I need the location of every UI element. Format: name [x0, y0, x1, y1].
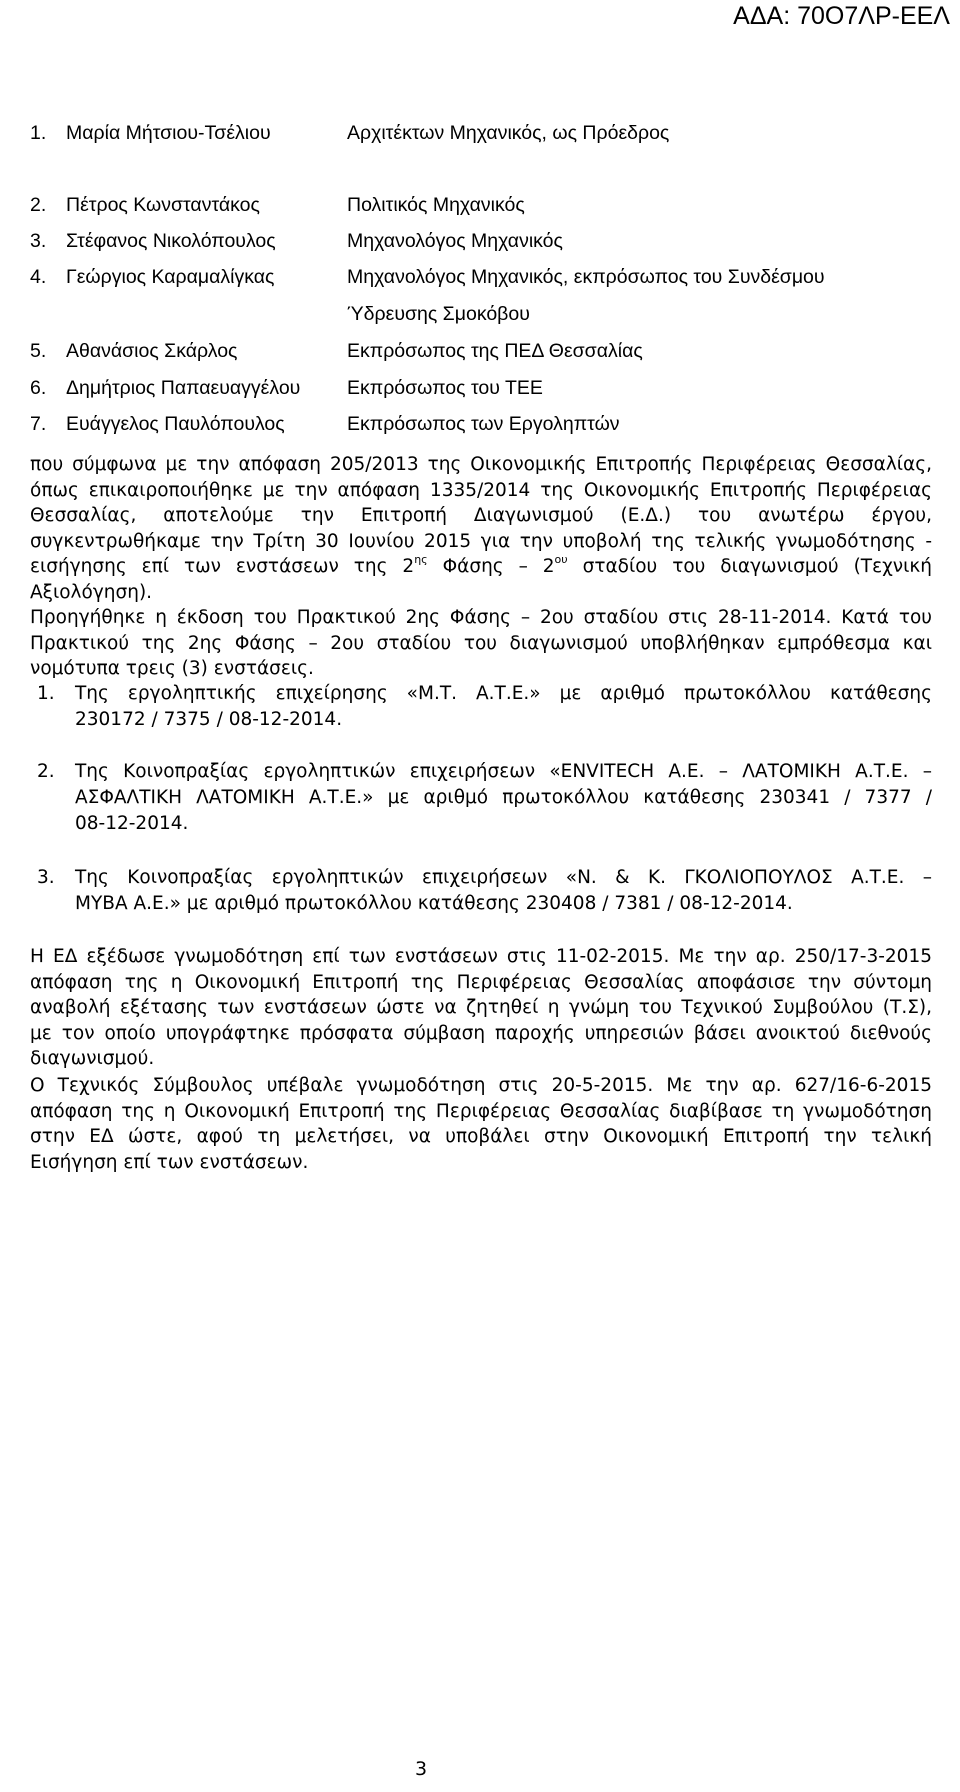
text-line: Ο Τεχνικός Σύμβουλος υπέβαλε γνωμοδότηση στις 20-5-2015. Με την αρ. 627/16-6-2015 [30, 1075, 932, 1096]
text-line: που σύμφωνα με την απόφαση 205/2013 της Οικονομικής Επιτροπής Περιφέρειας Θεσσαλίας, [30, 454, 932, 475]
objection-item [37, 681, 932, 733]
text-line: Πρακτικού της 2ης Φάσης – 2ου σταδίου του διαγωνισμού υποβλήθηκαν εμπρόθεσμα και [30, 632, 932, 654]
member-name: Γεώργιος Καραμαλίγκας [66, 266, 275, 288]
ada-code: ΑΔΑ: 70Ο7ΛΡ-ΕΕΛ [733, 2, 950, 30]
text-fragment: Φάσης – 2 [427, 556, 555, 577]
text-line: Της εργοληπτικής επιχείρησης «Μ.Τ. Α.Τ.Ε.» με αριθμό πρωτοκόλλου κατάθεσης [75, 683, 932, 704]
objection-number: 3. [37, 867, 55, 888]
text-line: Εισήγηση επί των ενστάσεων. [30, 1151, 309, 1173]
objection-number: 1. [37, 683, 55, 704]
text-line-with-superscripts [30, 554, 932, 580]
objection-number: 2. [37, 761, 55, 782]
text-line: όπως επικαιροποιήθηκε με την απόφαση 1335/2014 της Οικονομικής Επιτροπής Περιφέρειας [30, 479, 932, 501]
objection-item [37, 759, 932, 837]
objection-item [37, 865, 932, 917]
member-name: Δημήτριος Παπαευαγγέλου [66, 377, 301, 399]
paragraph-prior-minutes [30, 605, 932, 682]
member-role-continued: Ύδρευσης Σμοκόβου [347, 303, 530, 325]
member-number: 6. [30, 377, 47, 399]
member-name: Ευάγγελος Παυλόπουλος [66, 413, 285, 435]
superscript: ης [414, 553, 428, 566]
member-role: Μηχανολόγος Μηχανικός, εκπρόσωπος του Συνδέσμου [347, 266, 825, 288]
member-role: Μηχανολόγος Μηχανικός [347, 230, 563, 252]
text-line: ΑΣΦΑΛΤΙΚΗ ΛΑΤΟΜΙΚΗ Α.Τ.Ε.» με αριθμό πρωτοκόλλου κατάθεσης 230341 / 7377 / [75, 787, 932, 808]
text-line: Της Κοινοπραξίας εργοληπτικών επιχειρήσεων «Ν. & Κ. ΓΚΟΛΙΟΠΟΥΛΟΣ Α.Τ.Ε. – [75, 867, 932, 888]
member-number: 5. [30, 340, 47, 362]
member-role: Εκπρόσωπος των Εργοληπτών [347, 413, 620, 435]
member-name: Αθανάσιος Σκάρλος [66, 340, 238, 362]
text-line: στην ΕΔ ώστε, αφού τη μελετήσει, να υποβάλει στην Οικονομική Επιτροπή την τελική [30, 1126, 932, 1147]
paragraph-committee-meeting [30, 452, 932, 605]
member-role: Αρχιτέκτων Μηχανικός, ως Πρόεδρος [347, 122, 670, 144]
member-name: Μαρία Μήτσιου-Τσέλιου [66, 122, 271, 144]
text-line: με τον οποίο υπογράφτηκε πρόσφατα σύμβαση παροχής υπηρεσιών βάσει ανοικτού διεθνούς [30, 1022, 932, 1044]
text-line: 230172 / 7375 / 08-12-2014. [75, 709, 343, 730]
text-line: ΜΥΒΑ Α.Ε.» με αριθμό πρωτοκόλλου κατάθεσης 230408 / 7381 / 08-12-2014. [75, 893, 793, 914]
text-line: απόφαση της η Οικονομική Επιτροπή της Περιφέρειας Θεσσαλίας διαβίβασε τη γνωμοδότηση [30, 1100, 932, 1122]
text-line: νομότυπα τρεις (3) ενστάσεις. [30, 658, 314, 679]
text-fragment: σταδίου του διαγωνισμού (Τεχνική [567, 556, 932, 577]
member-role: Εκπρόσωπος της ΠΕΔ Θεσσαλίας [347, 340, 643, 362]
page-number: 3 [415, 1758, 428, 1780]
paragraph-technical-advisor [30, 1073, 932, 1175]
member-number: 3. [30, 230, 47, 252]
text-line: Αξιολόγηση). [30, 581, 153, 603]
member-number: 2. [30, 194, 47, 216]
paragraph-committee-opinion [30, 944, 932, 1072]
text-line: 08-12-2014. [75, 813, 189, 834]
member-number: 7. [30, 413, 47, 435]
text-fragment: εισήγησης επί των ενστάσεων της 2 [30, 556, 415, 577]
text-line: Προηγήθηκε η έκδοση του Πρακτικού 2ης Φάσης – 2ου σταδίου στις 28-11-2014. Κατά του [30, 607, 932, 628]
text-line: απόφαση της η Οικονομική Επιτροπή της Περιφέρειας Θεσσαλίας αποφάσισε την σύντομη [30, 971, 932, 993]
member-number: 1. [30, 122, 47, 144]
text-line: Η ΕΔ εξέδωσε γνωμοδότηση επί των ενστάσεων στις 11-02-2015. Με την αρ. 250/17-3-2015 [30, 946, 932, 967]
superscript: ου [554, 553, 568, 566]
text-line: διαγωνισμού. [30, 1048, 155, 1069]
text-line: Της Κοινοπραξίας εργοληπτικών επιχειρήσεων «ENVITECH Α.Ε. – ΛΑΤΟΜΙΚΗ Α.Τ.Ε. – [75, 761, 932, 782]
member-name: Στέφανος Νικολόπουλος [66, 230, 276, 252]
text-line: αναβολή εξέτασης των ενστάσεων ώστε να ζητηθεί η γνώμη του Τεχνικού Συμβούλου (Τ.Σ), [30, 997, 932, 1018]
member-number: 4. [30, 266, 47, 288]
text-line: Θεσσαλίας, αποτελούμε την Επιτροπή Διαγωνισμού (Ε.Δ.) του ανωτέρω έργου, [30, 505, 932, 526]
member-role: Πολιτικός Μηχανικός [347, 194, 525, 216]
member-name: Πέτρος Κωνσταντάκος [66, 194, 260, 216]
member-role: Εκπρόσωπος του ΤΕΕ [347, 377, 543, 399]
text-line: συγκεντρωθήκαμε την Τρίτη 30 Ιουνίου 2015 για την υποβολή της τελικής γνωμοδότησης - [30, 530, 932, 552]
